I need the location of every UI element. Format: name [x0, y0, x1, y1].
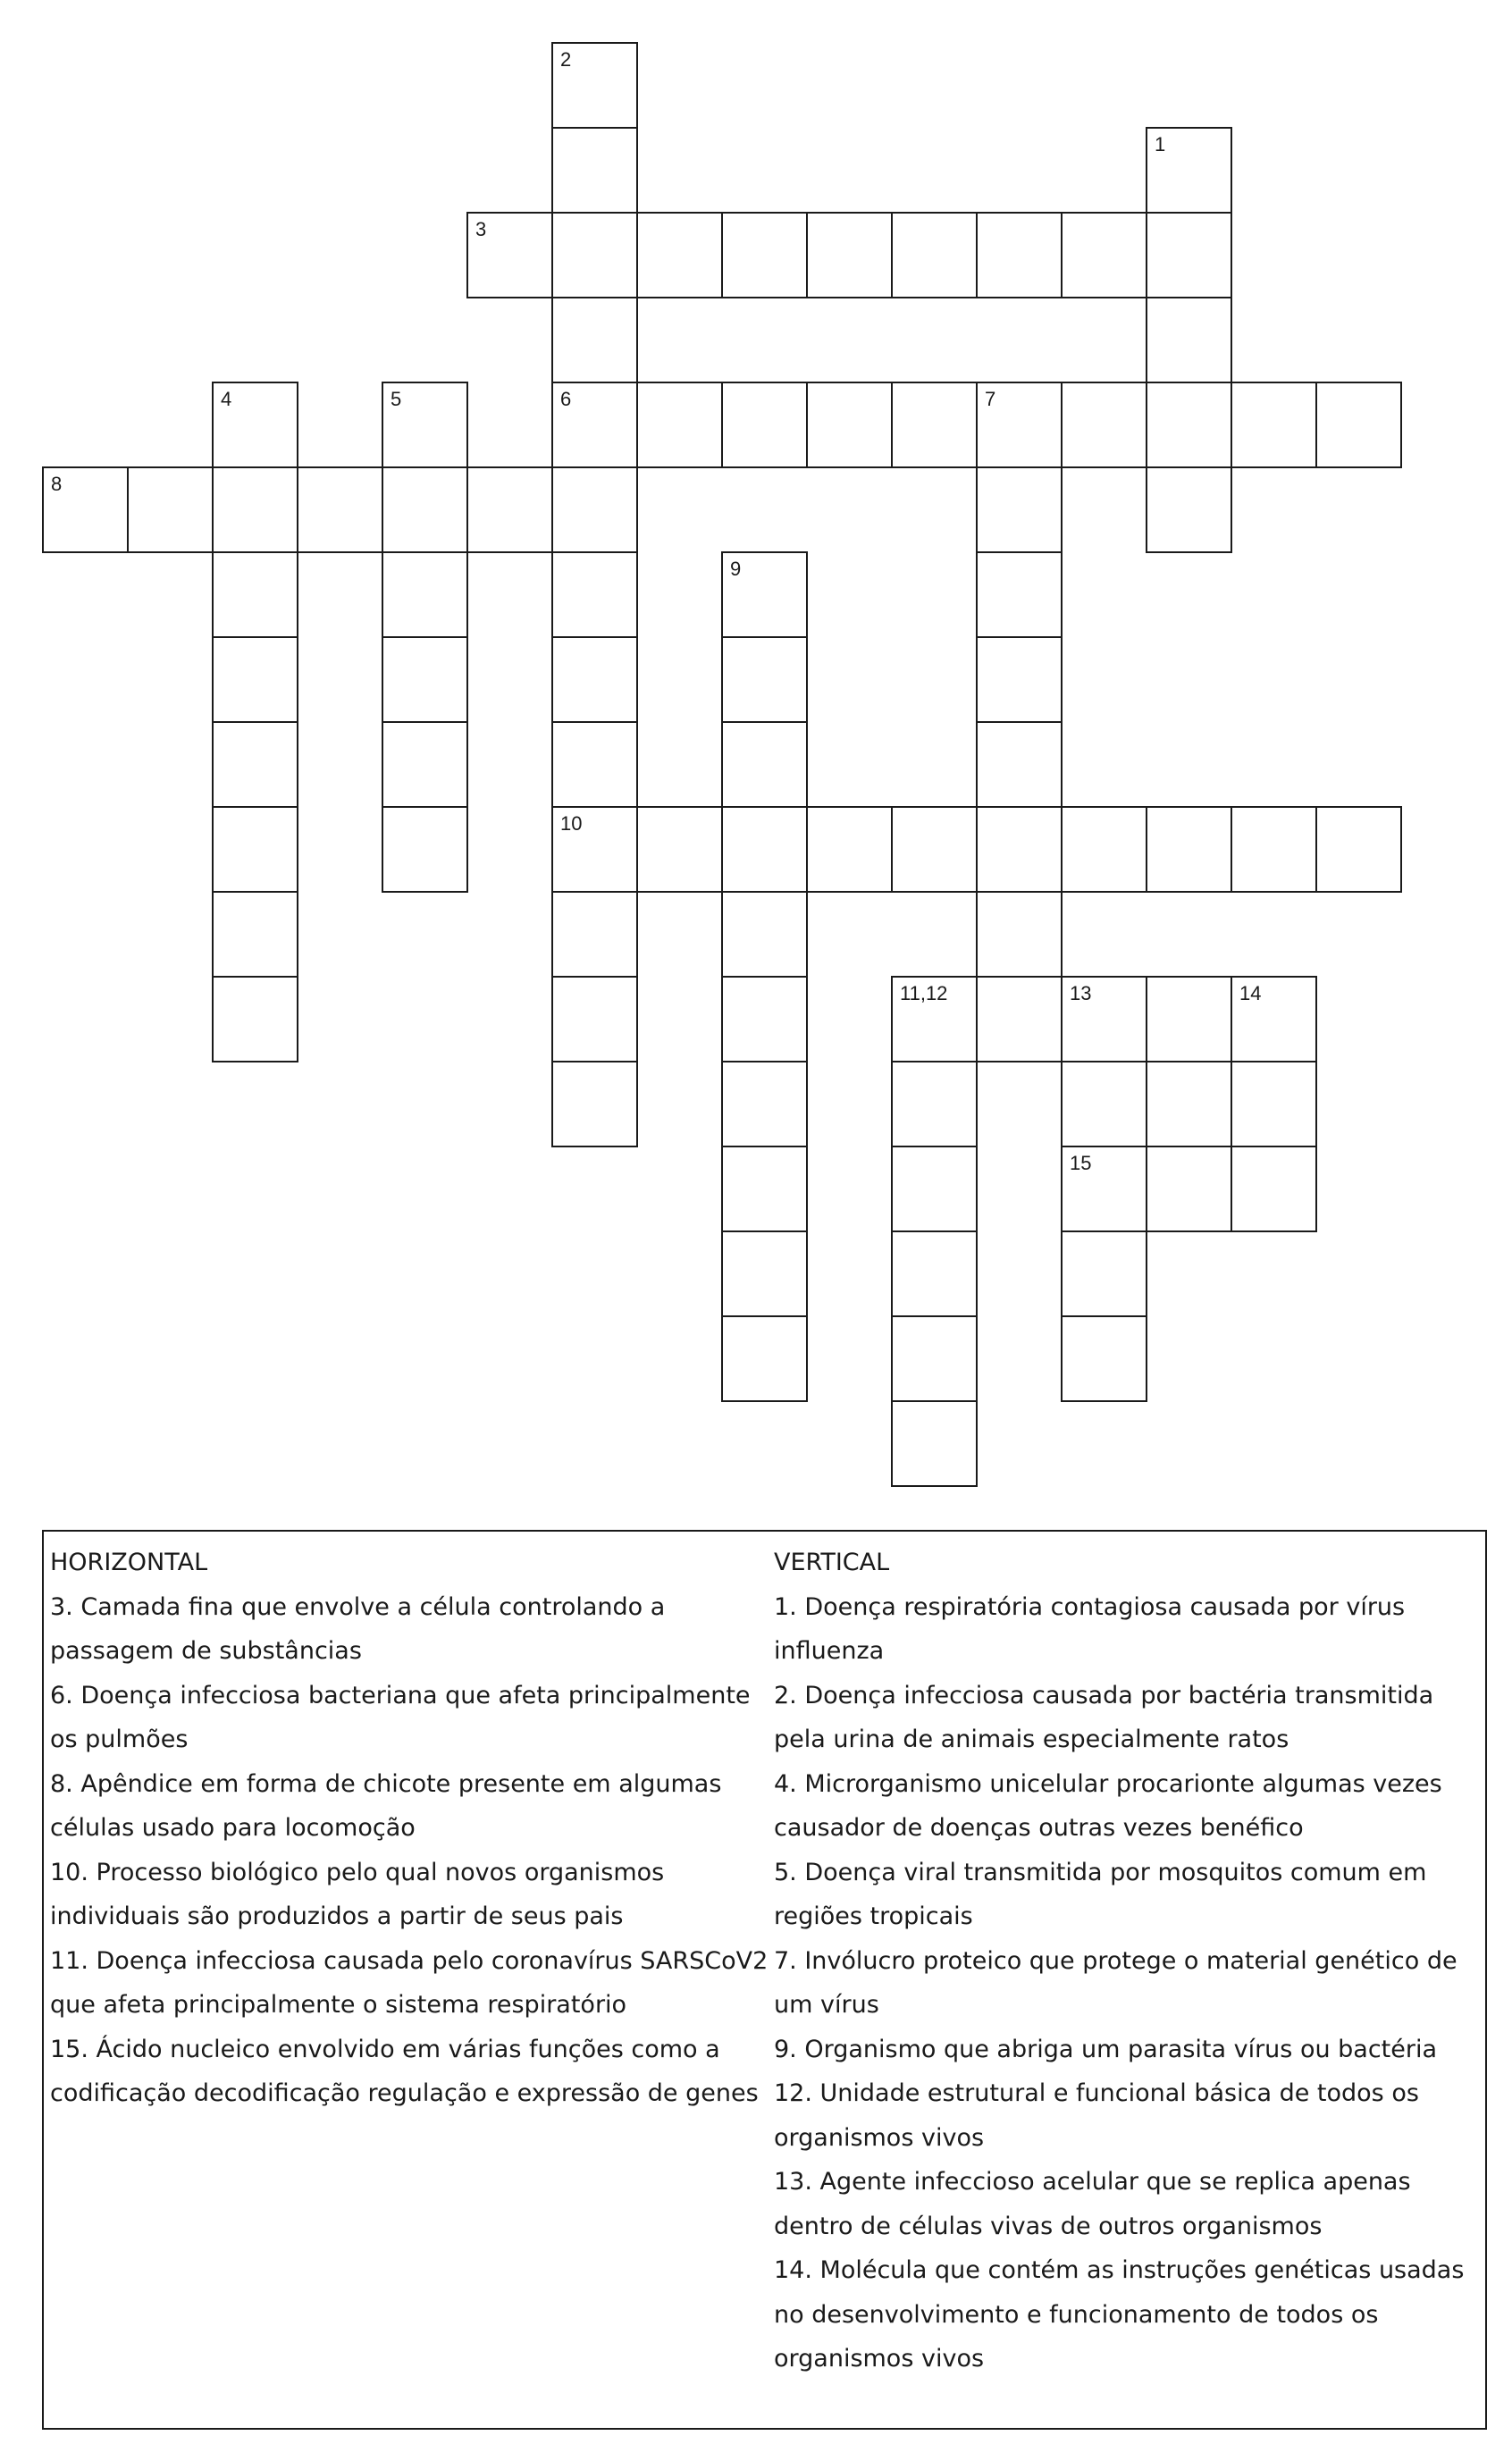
clue-number: 13	[1070, 982, 1092, 1004]
grid-cell[interactable]	[212, 976, 298, 1062]
grid-cell[interactable]	[382, 466, 468, 553]
grid-cell[interactable]	[1061, 1146, 1147, 1232]
clue-h-10: 10. Processo biológico pelo qual novos organismos individuais são produzidos a partir de seus pais	[50, 1858, 665, 1930]
grid-cell[interactable]	[1146, 1146, 1232, 1232]
grid-cell[interactable]	[1061, 1230, 1147, 1317]
grid-cell[interactable]	[721, 1146, 808, 1232]
grid-cell[interactable]	[721, 806, 808, 893]
clue-h-15: 15. Ácido nucleico envolvido em várias funções como a codificação decodificação regulação e expressão de genes	[50, 2035, 759, 2107]
grid-cell[interactable]	[212, 466, 298, 553]
grid-cell[interactable]	[891, 1400, 978, 1487]
grid-cell[interactable]	[891, 382, 978, 468]
grid-cell[interactable]	[1146, 212, 1232, 298]
grid-cell[interactable]	[212, 806, 298, 893]
grid-cell[interactable]	[891, 212, 978, 298]
grid-cell[interactable]	[976, 976, 1063, 1062]
grid-cell[interactable]	[1315, 806, 1402, 893]
clue-v-4: 4. Microrganismo unicelular procarionte algumas vezes causador de doenças outras vezes benéfico	[774, 1769, 1442, 1842]
grid-cell[interactable]	[721, 1315, 808, 1402]
grid-cell[interactable]	[551, 1061, 638, 1147]
grid-cell[interactable]	[721, 551, 808, 638]
grid-cell[interactable]	[976, 466, 1063, 553]
grid-cell[interactable]	[212, 551, 298, 638]
grid-cell[interactable]	[721, 1230, 808, 1317]
grid-cell[interactable]	[976, 382, 1063, 468]
grid-cell[interactable]	[1061, 976, 1147, 1062]
grid-cell[interactable]	[1231, 1061, 1317, 1147]
grid-cell[interactable]	[551, 721, 638, 808]
clue-number: 4	[221, 388, 232, 410]
grid-cell[interactable]	[1231, 382, 1317, 468]
grid-cell[interactable]	[636, 212, 723, 298]
grid-cell[interactable]	[382, 636, 468, 723]
clue-number: 2	[560, 48, 572, 71]
grid-cell[interactable]	[1315, 382, 1402, 468]
clue-v-9: 9. Organismo que abriga um parasita vírus ou bactéria	[774, 2035, 1438, 2063]
grid-cell[interactable]	[891, 806, 978, 893]
grid-cell[interactable]	[636, 382, 723, 468]
grid-cell[interactable]	[721, 382, 808, 468]
grid-cell[interactable]	[551, 466, 638, 553]
grid-cell[interactable]	[382, 551, 468, 638]
grid-cell[interactable]	[551, 212, 638, 298]
grid-cell[interactable]	[976, 721, 1063, 808]
clues-box	[42, 1530, 1487, 2430]
grid-cell[interactable]	[891, 976, 978, 1062]
grid-cell[interactable]	[1061, 212, 1147, 298]
clue-number: 5	[391, 388, 402, 410]
clue-number: 6	[560, 388, 572, 410]
grid-cell[interactable]	[1146, 297, 1232, 383]
grid-cell[interactable]	[42, 466, 129, 553]
grid-cell[interactable]	[891, 1146, 978, 1232]
grid-cell[interactable]	[1061, 382, 1147, 468]
vertical-clues	[774, 1541, 1480, 2381]
clue-number: 11,12	[900, 982, 948, 1004]
grid-cell[interactable]	[1146, 806, 1232, 893]
grid-cell[interactable]	[806, 212, 893, 298]
clue-number: 9	[730, 558, 742, 580]
grid-cell[interactable]	[382, 806, 468, 893]
grid-cell[interactable]	[551, 806, 638, 893]
grid-cell[interactable]	[297, 466, 383, 553]
clue-v-1: 1. Doença respiratória contagiosa causada por vírus influenza	[774, 1592, 1406, 1665]
grid-cell[interactable]	[1061, 1315, 1147, 1402]
vertical-title: VERTICAL	[774, 1549, 890, 1576]
grid-cell[interactable]	[127, 466, 214, 553]
clue-v-7: 7. Invólucro proteico que protege o material genético de um vírus	[774, 1946, 1457, 2019]
grid-cell[interactable]	[976, 891, 1063, 978]
grid-cell[interactable]	[721, 212, 808, 298]
grid-cell[interactable]	[382, 382, 468, 468]
clue-v-13: 13. Agente infeccioso acelular que se replica apenas dentro de células vivas de outros organismos	[774, 2168, 1411, 2240]
grid-cell[interactable]	[636, 806, 723, 893]
grid-cell[interactable]	[551, 297, 638, 383]
grid-cell[interactable]	[212, 382, 298, 468]
grid-cell[interactable]	[1061, 1061, 1147, 1147]
clue-number: 8	[51, 473, 63, 495]
grid-cell[interactable]	[551, 382, 638, 468]
grid-cell[interactable]	[212, 891, 298, 978]
grid-cell[interactable]	[891, 1315, 978, 1402]
grid-cell[interactable]	[551, 42, 638, 129]
grid-cell[interactable]	[891, 1061, 978, 1147]
clue-h-3: 3. Camada fina que envolve a célula controlando a passagem de substâncias	[50, 1592, 666, 1665]
grid-cell[interactable]	[806, 382, 893, 468]
clue-number: 7	[985, 388, 996, 410]
grid-cell[interactable]	[1231, 1146, 1317, 1232]
grid-cell[interactable]	[466, 212, 553, 298]
clue-h-6: 6. Doença infecciosa bacteriana que afeta principalmente os pulmões	[50, 1681, 751, 1753]
clue-number: 3	[475, 218, 487, 240]
grid-cell[interactable]	[551, 976, 638, 1062]
horizontal-title: HORIZONTAL	[50, 1549, 208, 1576]
grid-cell[interactable]	[721, 976, 808, 1062]
grid-cell[interactable]	[212, 721, 298, 808]
clue-v-2: 2. Doença infecciosa causada por bactéria transmitida pela urina de animais especialmente ratos	[774, 1681, 1434, 1753]
grid-cell[interactable]	[976, 551, 1063, 638]
grid-cell[interactable]	[1146, 127, 1232, 214]
clue-v-14: 14. Molécula que contém as instruções genéticas usadas no desenvolvimento e funcionamento de todos os organismos vivos	[774, 2256, 1465, 2373]
grid-cell[interactable]	[721, 1061, 808, 1147]
clue-h-11: 11. Doença infecciosa causada pelo coronavírus SARSCoV2 que afeta principalmente o sistema respiratório	[50, 1946, 769, 2019]
clue-number: 15	[1070, 1152, 1092, 1174]
clue-h-8: 8. Apêndice em forma de chicote presente em algumas células usado para locomoção	[50, 1769, 722, 1842]
grid-cell[interactable]	[976, 212, 1063, 298]
grid-cell[interactable]	[806, 806, 893, 893]
grid-cell[interactable]	[891, 1230, 978, 1317]
clue-v-5: 5. Doença viral transmitida por mosquitos comum em regiões tropicais	[774, 1858, 1427, 1930]
clue-number: 14	[1239, 982, 1262, 1004]
grid-cell[interactable]	[1231, 806, 1317, 893]
grid-cell[interactable]	[382, 721, 468, 808]
grid-cell[interactable]	[466, 466, 553, 553]
grid-cell[interactable]	[551, 551, 638, 638]
grid-cell[interactable]	[1061, 806, 1147, 893]
grid-cell[interactable]	[721, 891, 808, 978]
grid-cell[interactable]	[976, 806, 1063, 893]
grid-cell[interactable]	[721, 636, 808, 723]
horizontal-clues	[50, 1541, 783, 2116]
grid-cell[interactable]	[551, 636, 638, 723]
clue-number: 10	[560, 812, 583, 835]
grid-cell[interactable]	[976, 636, 1063, 723]
grid-cell[interactable]	[551, 127, 638, 214]
grid-cell[interactable]	[1146, 466, 1232, 553]
grid-cell[interactable]	[721, 721, 808, 808]
clue-number: 1	[1155, 133, 1166, 155]
clue-v-12: 12. Unidade estrutural e funcional básica de todos os organismos vivos	[774, 2079, 1419, 2152]
grid-cell[interactable]	[551, 891, 638, 978]
grid-cell[interactable]	[1231, 976, 1317, 1062]
grid-cell[interactable]	[1146, 976, 1232, 1062]
grid-cell[interactable]	[212, 636, 298, 723]
grid-cell[interactable]	[1146, 1061, 1232, 1147]
grid-cell[interactable]	[1146, 382, 1232, 468]
